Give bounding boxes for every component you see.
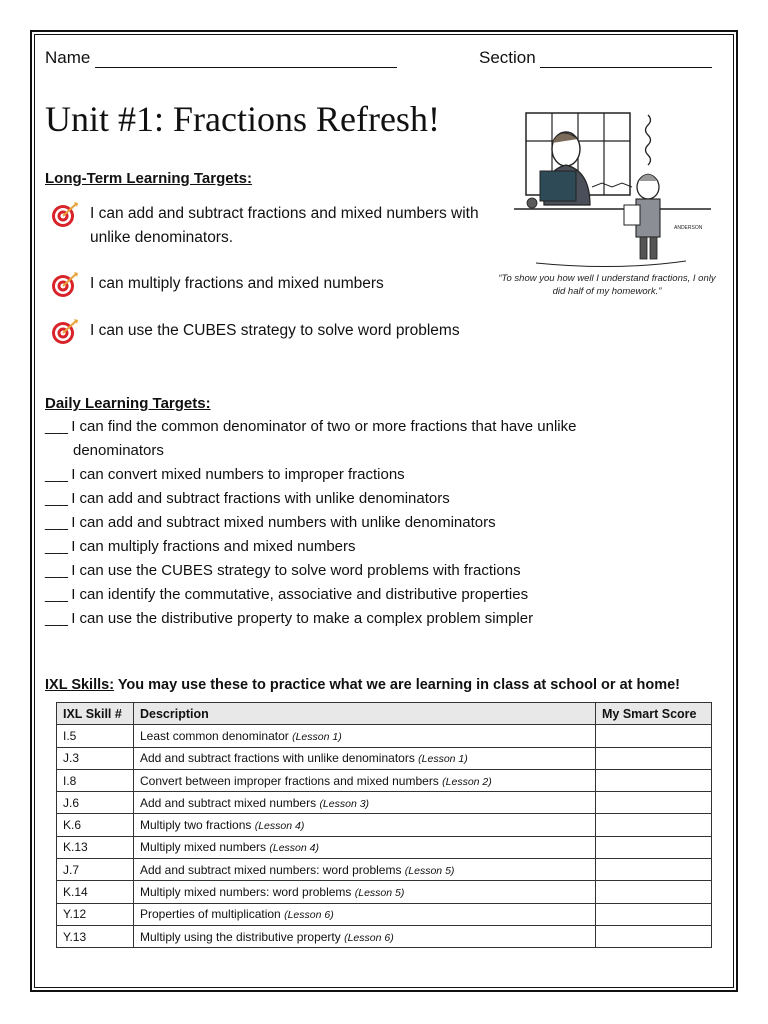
daily-target-text-continuation: denominators — [73, 442, 164, 459]
skill-code-cell: J.3 — [57, 747, 134, 769]
description-text: Add and subtract mixed numbers — [140, 795, 320, 810]
long-term-item-text: I can multiply fractions and mixed numbers — [90, 275, 384, 292]
lesson-tag: (Lesson 4) — [254, 820, 305, 833]
long-term-item-text: I can add and subtract fractions and mixed numbers with unlike denominators. — [90, 205, 479, 246]
daily-target-item — [45, 583, 705, 607]
description-cell — [134, 925, 596, 947]
description-cell — [134, 769, 596, 791]
skill-code-cell: I.8 — [57, 769, 134, 791]
cartoon-illustration — [496, 105, 722, 275]
skill-code-cell: Y.12 — [57, 903, 134, 925]
section-field — [479, 48, 712, 68]
description-text: Least common denominator — [140, 728, 293, 743]
cartoon-signature: ANDERSON — [674, 225, 703, 231]
daily-target-item — [45, 487, 705, 511]
description-cell — [134, 725, 596, 747]
table-row — [57, 859, 712, 881]
table-row — [57, 747, 712, 769]
smart-score-cell[interactable] — [596, 747, 712, 769]
lesson-tag: (Lesson 3) — [319, 797, 370, 810]
smart-score-cell[interactable] — [596, 881, 712, 903]
lesson-tag: (Lesson 5) — [354, 887, 405, 900]
skill-code-cell: J.6 — [57, 792, 134, 814]
skill-code-cell: K.6 — [57, 814, 134, 836]
header-row — [45, 48, 718, 74]
description-text: Multiply two fractions — [140, 818, 255, 833]
smart-score-cell[interactable] — [596, 725, 712, 747]
description-text: Properties of multiplication — [140, 907, 285, 922]
skill-code-cell: K.13 — [57, 836, 134, 858]
daily-target-text: I can use the distributive property to make a complex problem simpler — [71, 610, 534, 627]
description-text: Add and subtract fractions with unlike denominators — [140, 751, 419, 766]
smart-score-cell[interactable] — [596, 792, 712, 814]
checkbox-blank[interactable]: ___ — [45, 538, 68, 555]
section-label: Section — [479, 48, 536, 67]
ixl-heading-text: You may use these to practice what we are learning in class at school or at home! — [114, 677, 680, 693]
daily-target-text: I can add and subtract fractions with unlike denominators — [71, 490, 450, 507]
smart-score-cell[interactable] — [596, 814, 712, 836]
skill-code-cell: K.14 — [57, 881, 134, 903]
column-header-description: Description — [134, 703, 596, 725]
skill-code-cell: Y.13 — [57, 925, 134, 947]
checkbox-blank[interactable]: ___ — [45, 586, 68, 603]
daily-target-text: I can convert mixed numbers to improper fractions — [71, 466, 405, 483]
description-text: Multiply using the distributive property — [140, 929, 345, 944]
table-row — [57, 836, 712, 858]
section-blank-line[interactable] — [540, 50, 712, 68]
table-row — [57, 725, 712, 747]
checkbox-blank[interactable]: ___ — [45, 490, 68, 507]
column-header-skill: IXL Skill # — [57, 703, 134, 725]
description-cell — [134, 903, 596, 925]
skill-code-cell: J.7 — [57, 859, 134, 881]
checkbox-blank[interactable]: ___ — [45, 466, 68, 483]
smart-score-cell[interactable] — [596, 836, 712, 858]
lesson-tag: (Lesson 2) — [442, 775, 492, 788]
lesson-tag: (Lesson 1) — [292, 730, 342, 743]
daily-target-text: I can find the common denominator of two or more fractions that have unlike — [71, 418, 577, 435]
skill-code-cell: I.5 — [57, 725, 134, 747]
daily-target-text: I can multiply fractions and mixed numbers — [71, 538, 356, 555]
daily-target-item — [45, 511, 705, 535]
smart-score-cell[interactable] — [596, 925, 712, 947]
cartoon-caption: “To show you how well I understand fractions, I only did half of my homework.” — [498, 273, 716, 297]
checkbox-blank[interactable]: ___ — [45, 514, 68, 531]
description-cell — [134, 881, 596, 903]
description-text: Multiply mixed numbers: word problems — [140, 885, 355, 900]
checkbox-blank[interactable]: ___ — [45, 418, 68, 435]
daily-target-item — [45, 415, 705, 463]
checkbox-blank[interactable]: ___ — [45, 610, 68, 627]
daily-heading: Daily Learning Targets: — [45, 395, 211, 412]
description-cell — [134, 859, 596, 881]
table-row — [57, 792, 712, 814]
daily-target-text: I can use the CUBES strategy to solve word problems with fractions — [71, 562, 521, 579]
description-cell — [134, 836, 596, 858]
description-text: Convert between improper fractions and mixed numbers — [140, 773, 443, 788]
ixl-heading — [45, 677, 680, 693]
table-row — [57, 881, 712, 903]
table-row — [57, 925, 712, 947]
daily-targets-list — [45, 415, 705, 631]
column-header-smart-score: My Smart Score — [596, 703, 712, 725]
smart-score-cell[interactable] — [596, 903, 712, 925]
checkbox-blank[interactable]: ___ — [45, 562, 68, 579]
description-cell — [134, 792, 596, 814]
page-title: Unit #1: Fractions Refresh! — [45, 99, 440, 139]
target-icon — [50, 270, 80, 300]
name-field — [45, 48, 397, 68]
smart-score-cell[interactable] — [596, 769, 712, 791]
table-row — [57, 769, 712, 791]
lesson-tag: (Lesson 5) — [404, 864, 455, 877]
target-icon — [50, 317, 80, 347]
ixl-heading-label: IXL Skills: — [45, 677, 115, 693]
lesson-tag: (Lesson 1) — [418, 753, 468, 766]
daily-target-text: I can add and subtract mixed numbers with unlike denominators — [71, 514, 496, 531]
daily-target-item — [45, 535, 705, 559]
description-text: Multiply mixed numbers — [140, 840, 270, 855]
lesson-tag: (Lesson 6) — [284, 909, 334, 922]
daily-target-item — [45, 559, 705, 583]
long-term-heading: Long-Term Learning Targets: — [45, 170, 252, 187]
name-label: Name — [45, 48, 91, 67]
table-row — [57, 814, 712, 836]
long-term-item-text: I can use the CUBES strategy to solve word problems — [90, 322, 460, 339]
lesson-tag: (Lesson 6) — [344, 931, 394, 944]
daily-target-item — [45, 463, 705, 487]
ixl-skills-table — [56, 702, 712, 948]
lesson-tag: (Lesson 4) — [269, 842, 319, 855]
target-icon — [50, 200, 80, 230]
description-text: Add and subtract mixed numbers: word problems — [140, 862, 405, 877]
daily-target-item — [45, 607, 705, 631]
daily-target-text: I can identify the commutative, associative and distributive properties — [71, 586, 529, 603]
table-row — [57, 903, 712, 925]
description-cell — [134, 747, 596, 769]
description-cell — [134, 814, 596, 836]
table-header-row — [57, 703, 712, 725]
name-blank-line[interactable] — [95, 50, 397, 68]
smart-score-cell[interactable] — [596, 859, 712, 881]
